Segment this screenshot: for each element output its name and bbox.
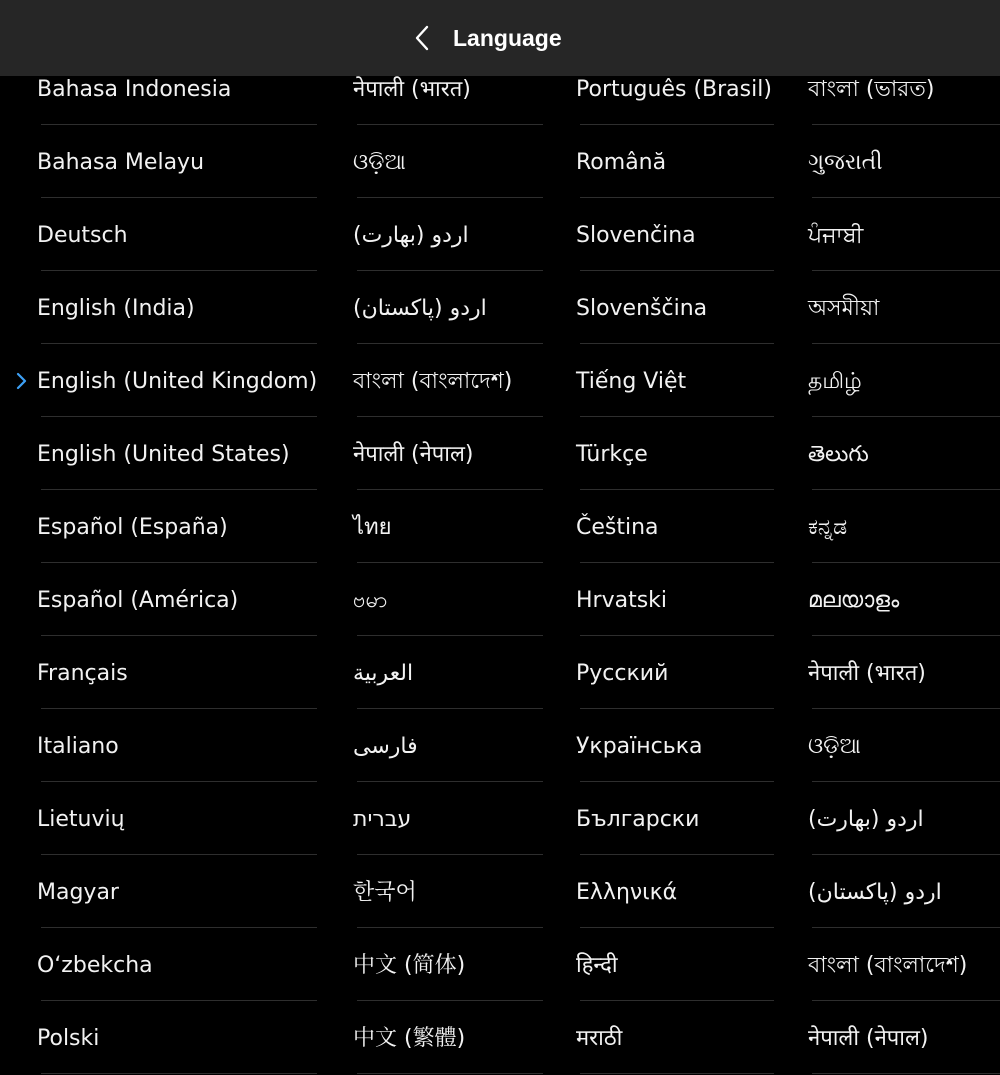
language-option-label: नेपाली (नेपाल) [808, 1026, 929, 1051]
language-option-label: اردو (بھارت) [808, 807, 924, 832]
divider [41, 635, 317, 636]
divider [812, 489, 1000, 490]
language-option-label: Українська [576, 734, 703, 759]
language-option-label: Tiếng Việt [576, 369, 687, 394]
top-bar [0, 0, 1000, 76]
language-option-label: नेपाली (भारत) [353, 77, 471, 102]
divider [357, 270, 543, 271]
language-option-label: Français [37, 661, 128, 686]
divider [41, 854, 317, 855]
language-option-label: Polski [37, 1026, 100, 1051]
divider [580, 1073, 774, 1074]
divider [580, 489, 774, 490]
divider [580, 708, 774, 709]
divider [357, 197, 543, 198]
divider [357, 124, 543, 125]
divider [41, 708, 317, 709]
divider [580, 854, 774, 855]
language-option-label: Lietuvių [37, 807, 125, 832]
divider [580, 343, 774, 344]
language-option-label: English (United Kingdom) [37, 369, 318, 394]
divider [580, 416, 774, 417]
divider [41, 124, 317, 125]
divider [357, 343, 543, 344]
language-option-label: 한국어 [353, 880, 417, 905]
language-option-label: العربية [353, 661, 414, 686]
chevron-left-icon[interactable] [410, 24, 434, 52]
divider [812, 927, 1000, 928]
divider [41, 1000, 317, 1001]
language-option-label: Türkçe [576, 442, 648, 467]
divider [357, 854, 543, 855]
language-option-label: فارسی [353, 734, 418, 759]
divider [812, 124, 1000, 125]
language-option-label: اردو (بھارت) [353, 223, 469, 248]
divider [812, 1073, 1000, 1074]
divider [812, 270, 1000, 271]
language-option-label: বাংলা (বাংলাদেশ) [808, 953, 968, 978]
language-option-label: O‘zbekcha [37, 953, 153, 978]
language-option-label: മലയാളം [808, 588, 900, 613]
language-option-label: ဗမာ [353, 588, 388, 613]
language-option-label: Română [576, 150, 667, 175]
language-option-label: Slovenščina [576, 296, 708, 321]
divider [41, 1073, 317, 1074]
language-option-label: ਪੰਜਾਬੀ [808, 223, 864, 248]
divider [580, 1000, 774, 1001]
divider [812, 708, 1000, 709]
divider [812, 343, 1000, 344]
divider [41, 781, 317, 782]
language-option-label: తెలుగు [808, 442, 869, 467]
divider [357, 416, 543, 417]
divider [580, 124, 774, 125]
divider [357, 1073, 543, 1074]
divider [580, 270, 774, 271]
language-option-label: עברית [353, 807, 412, 832]
language-option-label: Български [576, 807, 700, 832]
language-option-label: বাংলা (ভারত) [808, 77, 935, 102]
divider [812, 635, 1000, 636]
language-option-label: English (United States) [37, 442, 290, 467]
divider [41, 343, 317, 344]
language-option-label: Bahasa Melayu [37, 150, 205, 175]
language-option-label: Ελληνικά [576, 880, 678, 905]
divider [357, 489, 543, 490]
divider [357, 1000, 543, 1001]
divider [580, 927, 774, 928]
divider [357, 562, 543, 563]
language-option-label: Italiano [37, 734, 119, 759]
divider [812, 562, 1000, 563]
divider [41, 562, 317, 563]
divider [41, 416, 317, 417]
language-list [0, 53, 1000, 1060]
language-option-label: Русский [576, 661, 669, 686]
language-option-label: नेपाली (नेपाल) [353, 442, 474, 467]
divider [357, 927, 543, 928]
divider [357, 708, 543, 709]
language-option-label: অসমীয়া [808, 296, 880, 321]
language-option-label: Magyar [37, 880, 119, 905]
language-option-label: Português (Brasil) [576, 77, 772, 102]
language-option-label: नेपाली (भारत) [808, 661, 926, 686]
divider [812, 1000, 1000, 1001]
language-option-label: اردو (پاکستان) [808, 880, 942, 905]
language-option-label: Slovenčina [576, 223, 696, 248]
language-option-label: اردو (پاکستان) [353, 296, 487, 321]
divider [41, 197, 317, 198]
divider [41, 270, 317, 271]
divider [812, 854, 1000, 855]
divider [812, 197, 1000, 198]
language-option-label: ଓଡ଼ିଆ [353, 150, 406, 175]
language-option-label: Bahasa Indonesia [37, 77, 232, 102]
language-option-label: Español (América) [37, 588, 239, 613]
language-option-label: 中文 (繁體) [353, 1026, 466, 1051]
language-option-label: ଓଡ଼ିଆ [808, 734, 861, 759]
language-option-label: বাংলা (বাংলাদেশ) [353, 369, 513, 394]
language-option-label: Hrvatski [576, 588, 668, 613]
page-title: Language [453, 25, 562, 51]
divider [580, 781, 774, 782]
divider [357, 635, 543, 636]
language-option-label: हिन्दी [576, 953, 618, 978]
divider [357, 781, 543, 782]
chevron-right-icon [14, 372, 28, 390]
language-option-label: ไทย [353, 515, 392, 540]
language-option-label: English (India) [37, 296, 195, 321]
language-option-label: ಕನ್ನಡ [808, 515, 848, 540]
language-option-label: ગુજરાતી [808, 150, 883, 175]
divider [812, 416, 1000, 417]
language-option-label: Español (España) [37, 515, 228, 540]
language-option-label: Čeština [576, 515, 659, 540]
language-option-label: 中文 (简体) [353, 953, 466, 978]
divider [41, 489, 317, 490]
language-option-label: தமிழ் [808, 369, 862, 394]
divider [580, 562, 774, 563]
divider [812, 781, 1000, 782]
divider [580, 635, 774, 636]
language-option-label: मराठी [576, 1026, 623, 1051]
divider [580, 197, 774, 198]
divider [41, 927, 317, 928]
language-option-label: Deutsch [37, 223, 128, 248]
